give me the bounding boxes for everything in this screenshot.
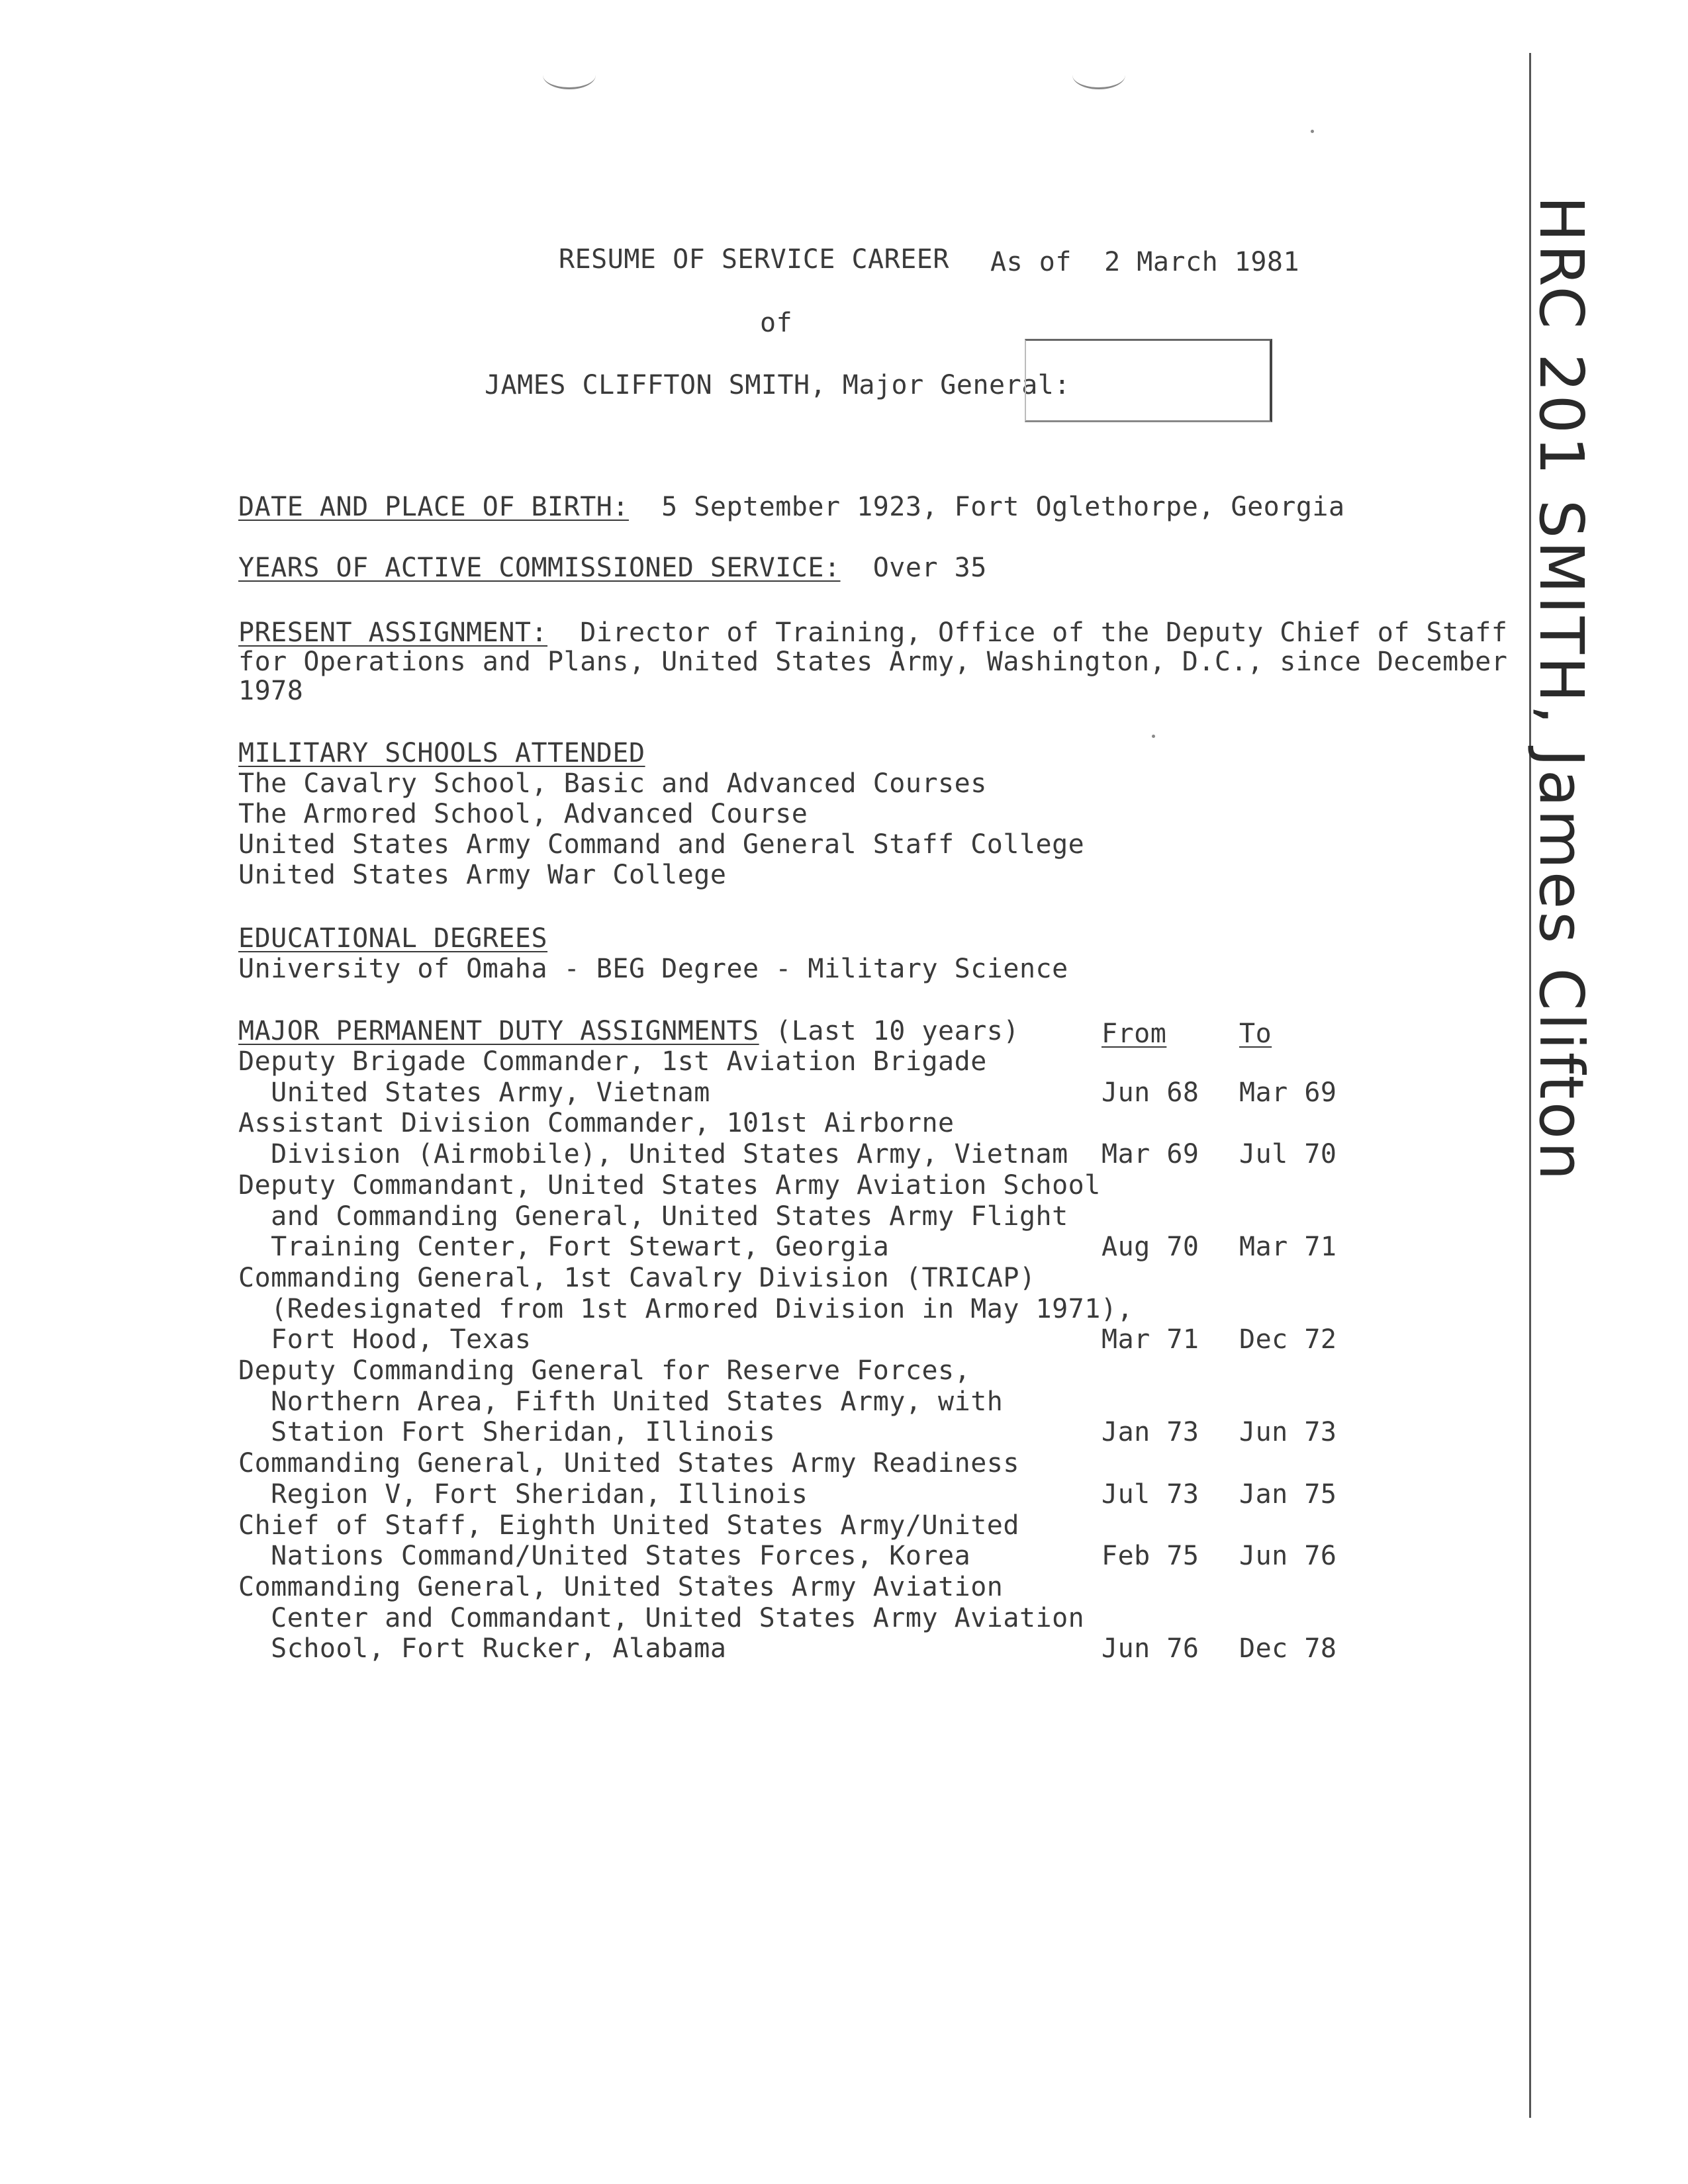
- assignment-to-date: Jun 76: [1239, 1541, 1337, 1571]
- assignment-to-date: Jan 75: [1239, 1479, 1337, 1510]
- school-item: United States Army War College: [238, 860, 727, 890]
- assignment-from-date: Jan 73: [1102, 1417, 1199, 1447]
- assignment-line: Commanding General, United States Army Aviation: [238, 1572, 1004, 1602]
- birth-label: DATE AND PLACE OF BIRTH:: [238, 492, 629, 522]
- present-text-1: Director of Training, Office of the Deputy Chief of Staff: [547, 617, 1508, 648]
- from-column-header: From: [1102, 1019, 1167, 1049]
- punch-hole-mark: [543, 61, 596, 89]
- service-value: Over 35: [840, 553, 987, 583]
- assignments-heading-suffix: (Last 10 years): [759, 1016, 1019, 1046]
- assignment-from-date: Jul 73: [1102, 1479, 1199, 1510]
- assignment-line: Deputy Commandant, United States Army Aviation School: [238, 1170, 1101, 1201]
- assignment-line: Assistant Division Commander, 101st Airborne: [238, 1108, 955, 1138]
- assignment-line: and Commanding General, United States Army Flight: [238, 1201, 1068, 1232]
- birth-line: [238, 491, 1345, 523]
- assignment-from-date: Feb 75: [1102, 1541, 1199, 1571]
- assignment-to-date: Mar 69: [1239, 1077, 1337, 1108]
- assignment-line: Deputy Brigade Commander, 1st Aviation Brigade: [238, 1046, 987, 1077]
- present-line-2: for Operations and Plans, United States Army, Washington, D.C., since December: [238, 647, 1508, 677]
- school-item: The Armored School, Advanced Course: [238, 799, 808, 829]
- person-name: JAMES CLIFFTON SMITH, Major General:: [485, 370, 1070, 400]
- resume-title: RESUME OF SERVICE CAREER: [559, 244, 949, 275]
- assignment-line: Station Fort Sheridan, Illinois: [238, 1417, 776, 1447]
- assignment-to-date: Jul 70: [1239, 1139, 1337, 1169]
- assignment-from-date: Jun 68: [1102, 1077, 1199, 1108]
- of-label: of: [760, 308, 793, 338]
- assignments-heading: MAJOR PERMANENT DUTY ASSIGNMENTS: [238, 1016, 759, 1046]
- assignment-line: Commanding General, United States Army Readiness: [238, 1448, 1019, 1479]
- service-line: [238, 552, 987, 584]
- assignment-to-date: Mar 71: [1239, 1232, 1337, 1262]
- present-line-3: 1978: [238, 676, 304, 706]
- assignment-line: (Redesignated from 1st Armored Division in May 1971),: [238, 1294, 1134, 1324]
- assignments-heading-line: [238, 1015, 1019, 1047]
- handwritten-file-note: HRC 201 SMITH, James Clifton: [1526, 196, 1597, 1183]
- scan-speck: [1152, 735, 1155, 738]
- assignment-line: Commanding General, 1st Cavalry Division (TRICAP): [238, 1263, 1036, 1293]
- assignment-line: Northern Area, Fifth United States Army, with: [238, 1387, 1004, 1417]
- present-line-1: [238, 617, 1507, 649]
- assignment-line: Training Center, Fort Stewart, Georgia: [238, 1232, 890, 1262]
- punch-hole-mark: [1072, 61, 1125, 89]
- degree-item: University of Omaha - BEG Degree - Military Science: [238, 954, 1068, 984]
- school-item: United States Army Command and General Staff College: [238, 829, 1085, 860]
- assignment-line: Fort Hood, Texas: [238, 1324, 532, 1355]
- scan-speck: [1311, 130, 1314, 133]
- assignment-to-date: Dec 72: [1239, 1324, 1337, 1355]
- assignment-from-date: Mar 71: [1102, 1324, 1199, 1355]
- present-label: PRESENT ASSIGNMENT:: [238, 617, 548, 648]
- assignment-from-date: Mar 69: [1102, 1139, 1199, 1169]
- schools-heading: MILITARY SCHOOLS ATTENDED: [238, 738, 645, 768]
- assignment-line: Division (Airmobile), United States Army, Vietnam: [238, 1139, 1068, 1169]
- assignment-line: United States Army, Vietnam: [238, 1077, 710, 1108]
- assignment-line: Chief of Staff, Eighth United States Army/United: [238, 1510, 1019, 1541]
- assignment-from-date: Jun 76: [1102, 1633, 1199, 1664]
- school-item: The Cavalry School, Basic and Advanced Courses: [238, 768, 987, 799]
- assignment-to-date: Dec 78: [1239, 1633, 1337, 1664]
- degrees-heading: EDUCATIONAL DEGREES: [238, 923, 548, 954]
- as-of-date: As of 2 March 1981: [990, 247, 1300, 277]
- assignment-to-date: Jun 73: [1239, 1417, 1337, 1447]
- assignment-line: Nations Command/United States Forces, Korea: [238, 1541, 971, 1571]
- redaction-box: [1025, 339, 1272, 422]
- assignment-line: Center and Commandant, United States Army Aviation: [238, 1603, 1085, 1633]
- assignment-line: School, Fort Rucker, Alabama: [238, 1633, 727, 1664]
- assignment-line: Deputy Commanding General for Reserve Forces,: [238, 1355, 971, 1386]
- assignment-from-date: Aug 70: [1102, 1232, 1199, 1262]
- birth-value: 5 September 1923, Fort Oglethorpe, Georgia: [628, 492, 1345, 522]
- service-label: YEARS OF ACTIVE COMMISSIONED SERVICE:: [238, 553, 841, 583]
- to-column-header: To: [1239, 1019, 1272, 1049]
- assignment-line: Region V, Fort Sheridan, Illinois: [238, 1479, 808, 1510]
